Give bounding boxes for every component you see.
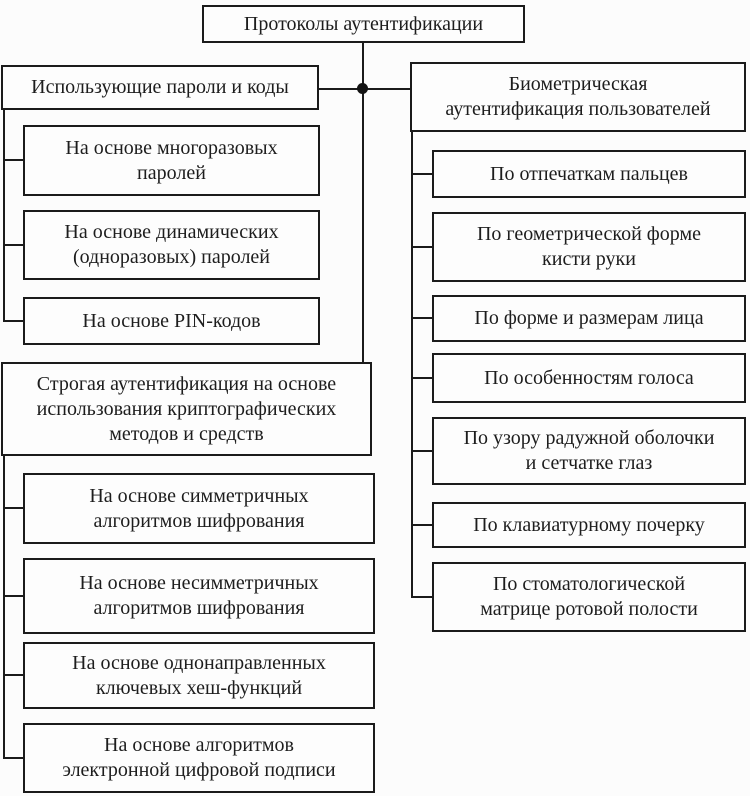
connector-stub — [3, 320, 23, 322]
connector-stub — [411, 173, 432, 175]
node-asymmetric-encryption: На основе несимметричных алгоритмов шифрования — [23, 558, 375, 634]
connector-stub — [411, 246, 432, 248]
node-fingerprints: По отпечаткам пальцев — [432, 150, 746, 198]
connector-stub — [411, 377, 432, 379]
node-keystroke-dynamics: По клавиатурному почерку — [432, 502, 746, 548]
node-symmetric-encryption: На основе симметричных алгоритмов шифрования — [23, 473, 375, 544]
node-dental-matrix: По стоматологической матрице ротовой полости — [432, 562, 746, 632]
connector-stub — [3, 244, 23, 246]
connector-stub — [411, 450, 432, 452]
connector-stub — [3, 159, 23, 161]
connector-stub — [411, 317, 432, 319]
group-biometric-header: Биометрическая аутентификация пользователей — [410, 62, 746, 132]
node-pin-codes: На основе PIN-кодов — [23, 297, 320, 345]
node-protocols-root: Протоколы аутентификации — [202, 5, 525, 43]
node-face-shape: По форме и размерам лица — [432, 295, 746, 342]
node-reusable-passwords: На основе многоразовых паролей — [23, 125, 320, 196]
group-passwords-header: Использующие пароли и коды — [1, 65, 319, 110]
node-keyed-hash-functions: На основе однонаправленных ключевых хеш-функций — [23, 642, 375, 709]
connector-passwords-vertical — [3, 110, 5, 322]
connector-stub — [3, 674, 23, 676]
connector-stub — [411, 596, 432, 598]
connector-stub — [3, 507, 23, 509]
node-digital-signature: На основе алгоритмов электронной цифровой подписи — [23, 723, 375, 793]
connector-strong-auth-vertical — [3, 456, 5, 759]
junction-dot — [357, 83, 368, 94]
group-strong-auth-header: Строгая аутентификация на основе использования криптографических методов и средств — [1, 362, 372, 456]
connector-stub — [411, 524, 432, 526]
node-iris-retina: По узору радужной оболочки и сетчатке глаз — [432, 417, 746, 485]
connector-stub — [3, 757, 23, 759]
node-voice-features: По особенностям голоса — [432, 353, 746, 403]
connector-stub — [3, 595, 23, 597]
connector-biometric-vertical — [411, 132, 413, 598]
node-hand-geometry: По геометрической форме кисти руки — [432, 212, 746, 282]
node-dynamic-passwords: На основе динамических (одноразовых) паролей — [23, 210, 320, 280]
